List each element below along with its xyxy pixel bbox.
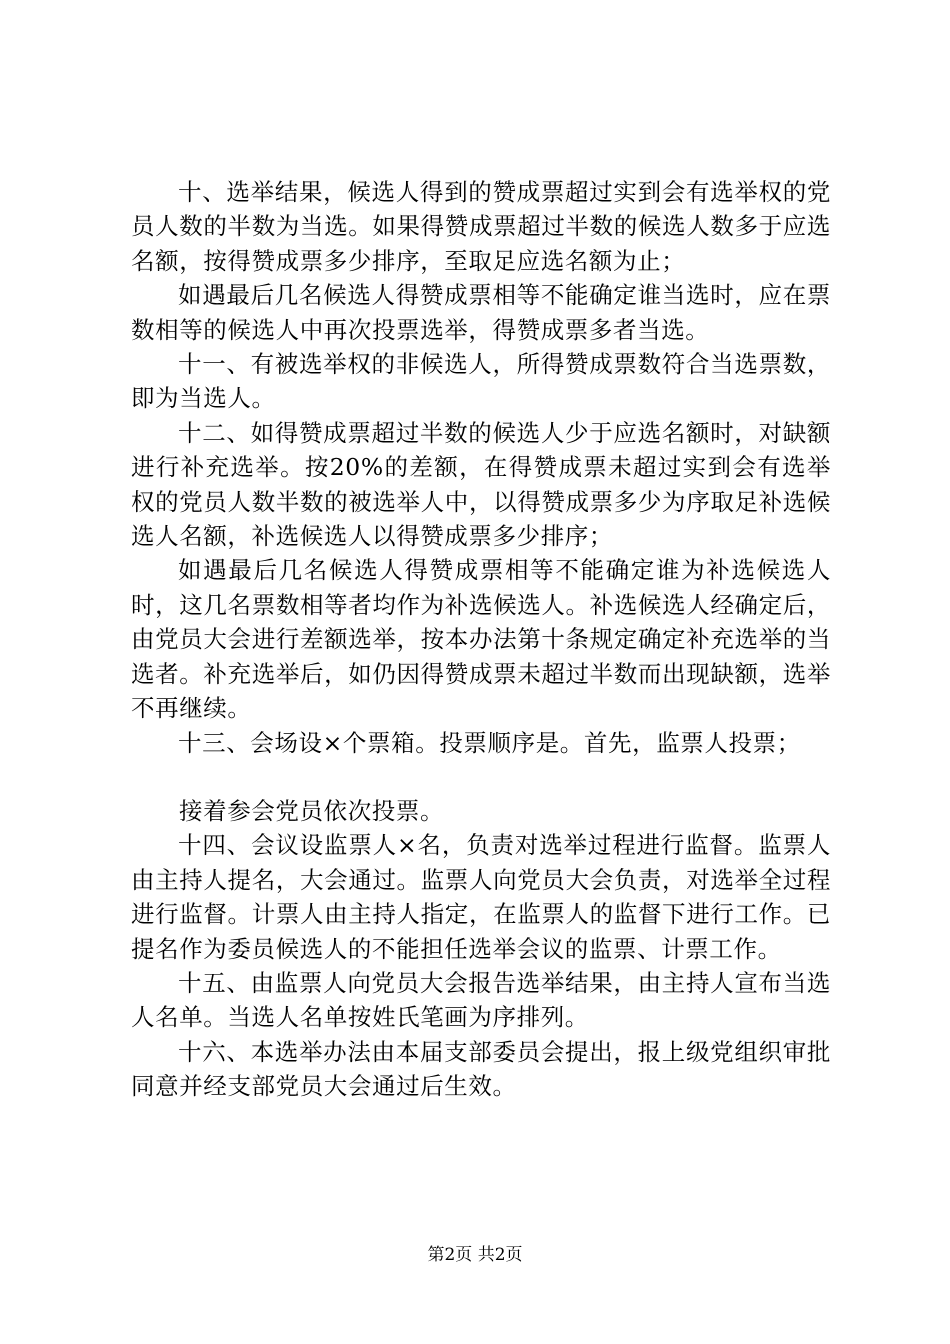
paragraph-article-15: 十五、由监票人向党员大会报告选举结果，由主持人宣布当选人名单。当选人名单按姓氏笔画为序排列。 — [131, 968, 831, 1032]
blank-line — [131, 760, 831, 794]
document-body — [131, 175, 831, 1104]
page-footer — [0, 1244, 950, 1266]
paragraph-article-14: 十四、会议设监票人×名，负责对选举过程进行监督。监票人由主持人提名，大会通过。监票人向党员大会负责，对选举全过程进行监督。计票人由主持人指定，在监票人的监督下进行工作。已提名作为委员候选人的不能担任选举会议的监票、计票工作。 — [131, 831, 831, 963]
paragraph-article-13-continued: 接着参会党员依次投票。 — [179, 796, 445, 825]
paragraph-article-13: 十三、会场设×个票箱。投票顺序是。首先，监票人投票； — [178, 728, 801, 757]
paragraph-article-16: 十六、本选举办法由本届支部委员会提出，报上级党组织审批同意并经支部党员大会通过后生效。 — [131, 1037, 831, 1101]
paragraph-article-12: 十二、如得赞成票超过半数的候选人少于应选名额时，对缺额进行补充选举。按20%的差额，在得赞成票未超过实到会有选举权的党员人数半数的被选举人中，以得赞成票多少为序取足补选候选人名额，补选候选人以得赞成票多少排序； — [131, 418, 831, 551]
paragraph-article-12-tie: 如遇最后几名候选人得赞成票相等不能确定谁为补选候选人时，这几名票数相等者均作为补选候选人。补选候选人经确定后，由党员大会进行差额选举，按本办法第十条规定确定补充选举的当选者。补充选举后，如仍因得赞成票未超过半数而出现缺额，选举不再继续。 — [131, 556, 831, 723]
paragraph-article-10-tie: 如遇最后几名候选人得赞成票相等不能确定谁当选时，应在票数相等的候选人中再次投票选举，得赞成票多者当选。 — [131, 281, 831, 344]
paragraph-article-10: 十、选举结果，候选人得到的赞成票超过实到会有选举权的党员人数的半数为当选。如果得赞成票超过半数的候选人数多于应选名额，按得赞成票多少排序，至取足应选名额为止； — [131, 178, 831, 275]
paragraph-article-11: 十一、有被选举权的非候选人，所得赞成票数符合当选票数，即为当选人。 — [131, 350, 831, 413]
page-number-label: 第2页 共2页 — [427, 1245, 523, 1265]
